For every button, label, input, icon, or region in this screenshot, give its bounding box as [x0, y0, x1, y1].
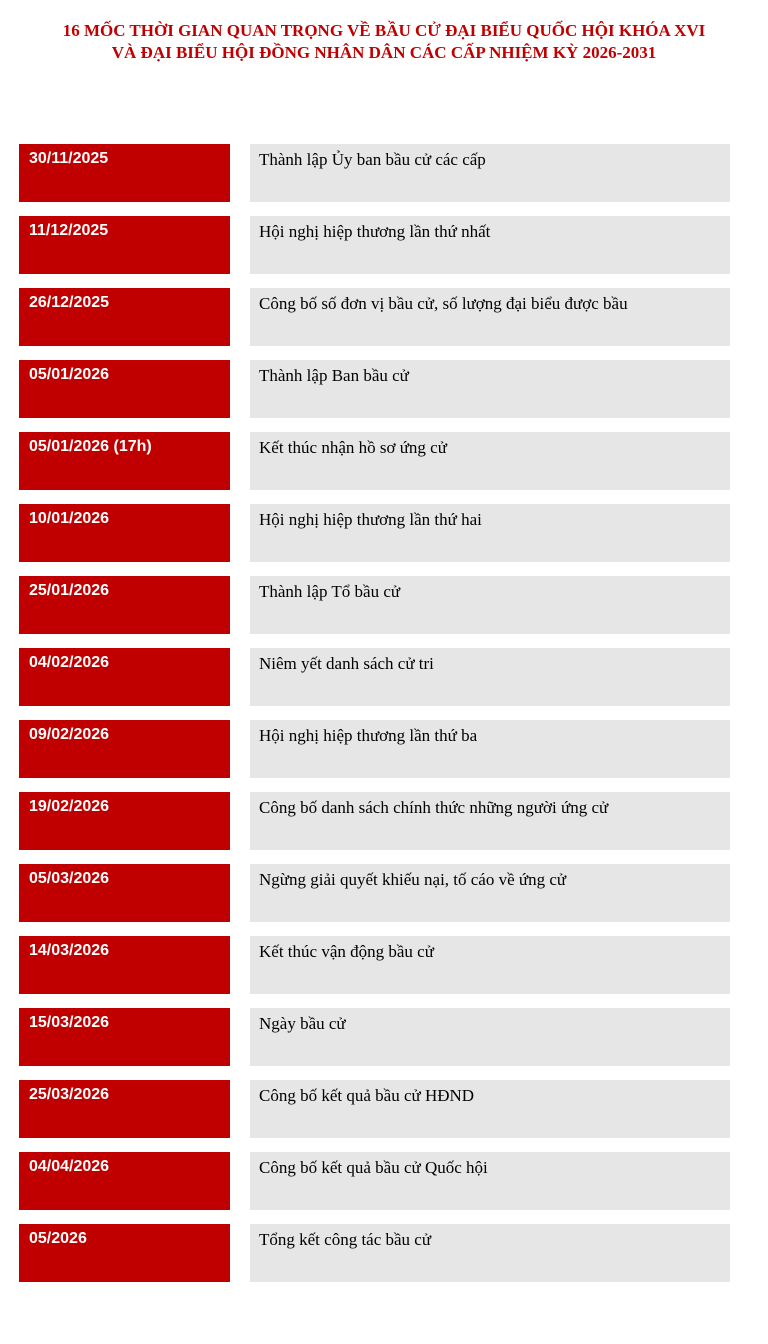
milestone-row [19, 216, 731, 274]
milestone-row [19, 1080, 731, 1138]
milestone-date: 04/02/2026 [19, 648, 230, 706]
milestone-date: 10/01/2026 [19, 504, 230, 562]
milestone-date: 05/2026 [19, 1224, 230, 1282]
milestone-event: Thành lập Ủy ban bầu cử các cấp [250, 144, 730, 202]
milestone-event: Công bố kết quả bầu cử Quốc hội [250, 1152, 730, 1210]
milestone-row [19, 936, 731, 994]
milestone-row [19, 792, 731, 850]
milestone-row [19, 504, 731, 562]
milestone-event: Hội nghị hiệp thương lần thứ hai [250, 504, 730, 562]
milestone-date: 30/11/2025 [19, 144, 230, 202]
milestone-row [19, 144, 731, 202]
milestone-event: Thành lập Ban bầu cử [250, 360, 730, 418]
milestone-row [19, 1008, 731, 1066]
page-title [0, 20, 768, 64]
milestone-event: Công bố số đơn vị bầu cử, số lượng đại biểu được bầu [250, 288, 730, 346]
milestone-date: 15/03/2026 [19, 1008, 230, 1066]
milestone-event: Hội nghị hiệp thương lần thứ ba [250, 720, 730, 778]
milestone-row [19, 576, 731, 634]
milestone-date: 05/01/2026 (17h) [19, 432, 230, 490]
page-title-line-2: VÀ ĐẠI BIỂU HỘI ĐỒNG NHÂN DÂN CÁC CẤP NHIỆM KỲ 2026-2031 [111, 43, 657, 62]
milestone-event: Ngừng giải quyết khiếu nại, tố cáo về ứng cử [250, 864, 730, 922]
milestone-event: Niêm yết danh sách cử tri [250, 648, 730, 706]
milestone-row [19, 432, 731, 490]
milestone-row [19, 360, 731, 418]
milestone-date: 05/01/2026 [19, 360, 230, 418]
milestone-date: 11/12/2025 [19, 216, 230, 274]
milestone-date: 19/02/2026 [19, 792, 230, 850]
milestone-event: Hội nghị hiệp thương lần thứ nhất [250, 216, 730, 274]
milestone-date: 25/03/2026 [19, 1080, 230, 1138]
milestone-date: 14/03/2026 [19, 936, 230, 994]
milestone-row [19, 864, 731, 922]
milestone-row [19, 1224, 731, 1282]
milestone-row [19, 1152, 731, 1210]
milestone-row [19, 720, 731, 778]
milestone-event: Kết thúc nhận hồ sơ ứng cử [250, 432, 730, 490]
page-title-line-1: 16 MỐC THỜI GIAN QUAN TRỌNG VỀ BẦU CỬ ĐẠI BIỂU QUỐC HỘI KHÓA XVI [62, 21, 706, 40]
milestone-list [19, 144, 731, 1296]
milestone-date: 09/02/2026 [19, 720, 230, 778]
milestone-row [19, 288, 731, 346]
milestone-event: Công bố danh sách chính thức những người ứng cử [250, 792, 730, 850]
milestone-date: 05/03/2026 [19, 864, 230, 922]
milestone-date: 25/01/2026 [19, 576, 230, 634]
milestone-event: Thành lập Tổ bầu cử [250, 576, 730, 634]
milestone-date: 04/04/2026 [19, 1152, 230, 1210]
milestone-event: Ngày bầu cử [250, 1008, 730, 1066]
milestone-row [19, 648, 731, 706]
milestone-date: 26/12/2025 [19, 288, 230, 346]
milestone-event: Công bố kết quả bầu cử HĐND [250, 1080, 730, 1138]
milestone-event: Kết thúc vận động bầu cử [250, 936, 730, 994]
milestone-event: Tổng kết công tác bầu cử [250, 1224, 730, 1282]
